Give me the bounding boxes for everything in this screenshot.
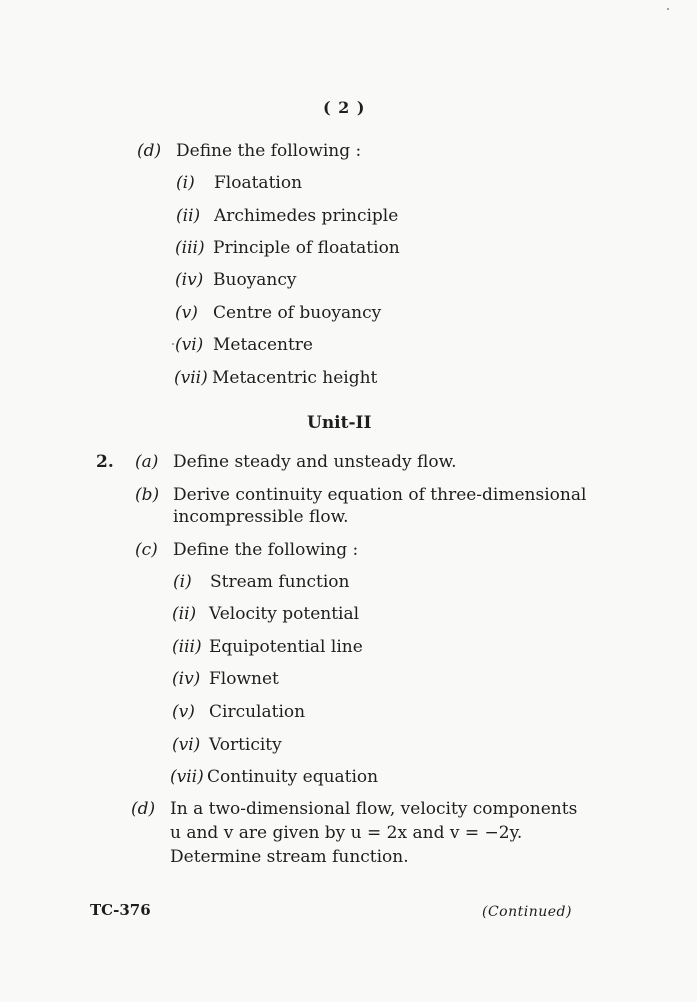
q2c-item-num: (vi) [172,735,201,755]
paper-code: TC-376 [90,901,151,919]
q2c-item-text: Flownet [209,669,279,689]
q2d-text-line2: u and v are given by u = 2x and v = −2y. [170,823,523,843]
q1d-item-num: (ii) [176,206,201,226]
q2c-item-num: (v) [172,702,195,722]
page-number: ( 2 ) [323,98,366,117]
q1d-item-text: Principle of floatation [213,238,400,258]
q1d-item-text: Centre of buoyancy [213,303,382,323]
q1d-item-num: (i) [176,173,195,193]
q2b-text-line1: Derive continuity equation of three-dimensional [173,485,587,505]
q1d-item-num: (iii) [175,238,205,258]
q2c-text: Define the following : [173,540,359,560]
q2a-text: Define steady and unsteady flow. [173,452,457,472]
q2d-text-line3: Determine stream function. [170,847,409,867]
q2c-label: (c) [135,540,158,560]
q2b-text-line2: incompressible flow. [173,507,349,527]
q1d-item-num: (vii) [174,368,208,388]
q2d-label: (d) [131,799,156,819]
q2c-item-text: Equipotential line [209,637,363,657]
q1d-item-num: (v) [175,303,198,323]
q2c-item-text: Vorticity [209,735,282,755]
q1d-label: (d) [137,141,162,161]
continued-note: (Continued) [482,904,572,920]
q1d-item-text: Floatation [214,173,303,193]
q1d-text: Define the following : [176,141,362,161]
q2c-item-text: Stream function [210,572,350,592]
q2c-item-num: (vii) [170,767,204,787]
q2c-item-text: Continuity equation [207,767,379,787]
q2b-label: (b) [135,485,160,505]
scan-speck [667,8,669,10]
unit-heading: Unit-II [307,413,372,433]
q2c-item-num: (ii) [172,604,197,624]
q2c-item-text: Circulation [209,702,306,722]
q2c-item-num: (iii) [172,637,202,657]
q2d-text-line1: In a two-dimensional flow, velocity components [170,799,578,819]
scan-speck [172,343,174,345]
q1d-item-num: (iv) [175,270,204,290]
question-number: 2. [96,452,114,472]
q1d-item-text: Metacentre [213,335,313,355]
q2c-item-num: (iv) [172,669,201,689]
q1d-item-text: Buoyancy [213,270,297,290]
q1d-item-num: (vi) [175,335,204,355]
q2c-item-text: Velocity potential [209,604,360,624]
q1d-item-text: Metacentric height [212,368,378,388]
q1d-item-text: Archimedes principle [214,206,399,226]
q2a-label: (a) [135,452,159,472]
q2c-item-num: (i) [173,572,192,592]
